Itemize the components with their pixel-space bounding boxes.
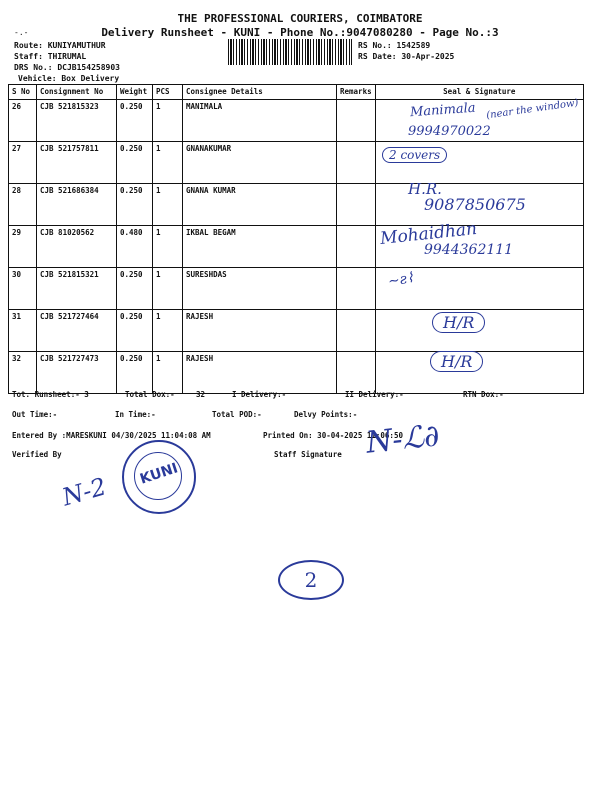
drs-number: DRS No.: DCJB154258903 bbox=[14, 63, 120, 72]
cell-consignee: RAJESH bbox=[183, 352, 337, 394]
cell-consignee: GNANA KUMAR bbox=[183, 184, 337, 226]
vehicle: Vehicle: Box Delivery bbox=[18, 74, 120, 83]
ii-delivery: II Delivery:- bbox=[345, 390, 404, 399]
verified-by: Verified By bbox=[12, 450, 62, 459]
cell-consignment: CJB 521727464 bbox=[37, 310, 117, 352]
runsheet-title: Delivery Runsheet - KUNI - Phone No.:9047080280 - Page No.:3 bbox=[101, 26, 499, 39]
hw-near-window: (near the window) bbox=[485, 97, 580, 122]
cell-sno: 28 bbox=[9, 184, 37, 226]
cell-weight: 0.250 bbox=[117, 142, 153, 184]
cell-remarks bbox=[337, 268, 376, 310]
cell-consignee: GNANAKUMAR bbox=[183, 142, 337, 184]
stamp-text: KUNI bbox=[138, 460, 180, 488]
runsheet-table bbox=[8, 84, 584, 394]
hw-mohaidhan: Mohaidhan bbox=[379, 218, 478, 250]
cell-pcs: 1 bbox=[153, 226, 183, 268]
cell-weight: 0.250 bbox=[117, 268, 153, 310]
entered-by: Entered By :MARESKUNI 04/30/2025 11:04:08 AM bbox=[12, 431, 211, 440]
staff: Staff: THIRUMAL bbox=[14, 52, 87, 61]
cell-sno: 27 bbox=[9, 142, 37, 184]
cell-consignment: CJB 521815323 bbox=[37, 100, 117, 142]
page-mark: 2 bbox=[278, 560, 344, 600]
col-consignment: Consignment No bbox=[37, 85, 117, 100]
cell-pcs: 1 bbox=[153, 268, 183, 310]
hw-phone-26: 9994970022 bbox=[408, 124, 491, 139]
cell-sno: 32 bbox=[9, 352, 37, 394]
table-row bbox=[9, 310, 584, 352]
cell-consignment: CJB 81020562 bbox=[37, 226, 117, 268]
cell-consignment: CJB 521815321 bbox=[37, 268, 117, 310]
cell-remarks bbox=[337, 226, 376, 268]
hw-hr-31: H/R bbox=[432, 312, 485, 333]
cell-consignee: SURESHDAS bbox=[183, 268, 337, 310]
cell-weight: 0.480 bbox=[117, 226, 153, 268]
cell-pcs: 1 bbox=[153, 100, 183, 142]
cell-sno: 30 bbox=[9, 268, 37, 310]
table-row bbox=[9, 100, 584, 142]
cell-remarks bbox=[337, 352, 376, 394]
company-name: THE PROFESSIONAL COURIERS, COIMBATORE bbox=[177, 12, 423, 25]
rtn-dox: RTN Dox:- bbox=[463, 390, 504, 399]
cell-sno: 26 bbox=[9, 100, 37, 142]
cell-remarks bbox=[337, 310, 376, 352]
cell-consignment: CJB 521727473 bbox=[37, 352, 117, 394]
cell-weight: 0.250 bbox=[117, 310, 153, 352]
col-remarks: Remarks bbox=[337, 85, 376, 100]
cell-consignment: CJB 521686384 bbox=[37, 184, 117, 226]
cell-consignee: RAJESH bbox=[183, 310, 337, 352]
i-delivery: I Delivery:- bbox=[232, 390, 287, 399]
cell-consignee: MANIMALA bbox=[183, 100, 337, 142]
hw-phone-28: 9087850675 bbox=[424, 195, 526, 214]
staff-signature-scribble: N-ℒ∂ bbox=[364, 418, 442, 461]
out-time: Out Time:- bbox=[12, 410, 58, 419]
verifier-signature-scribble: N-2 bbox=[59, 472, 110, 512]
hw-hr-28: H.R. bbox=[408, 180, 442, 198]
cell-sno: 29 bbox=[9, 226, 37, 268]
total-dox-label: Total Dox:- bbox=[125, 390, 175, 399]
table-row bbox=[9, 352, 584, 394]
tot-runsheet: Tot. Runsheet:- 3 bbox=[12, 390, 89, 399]
barcode bbox=[228, 39, 352, 65]
cell-weight: 0.250 bbox=[117, 352, 153, 394]
kuni-stamp bbox=[122, 440, 196, 514]
cell-weight: 0.250 bbox=[117, 100, 153, 142]
col-consignee: Consignee Details bbox=[183, 85, 337, 100]
cell-consignee: IKBAL BEGAM bbox=[183, 226, 337, 268]
cell-weight: 0.250 bbox=[117, 184, 153, 226]
table-header bbox=[9, 85, 584, 100]
hw-scribble-30: ~ƨ⌇ bbox=[386, 269, 415, 291]
total-dox-value: 32 bbox=[196, 390, 206, 399]
rs-date: RS Date: 30-Apr-2025 bbox=[358, 52, 455, 61]
rs-number: RS No.: 1542589 bbox=[358, 41, 431, 50]
printed-on: Printed On: 30-04-2025 11:06:50 bbox=[263, 431, 403, 440]
cell-remarks bbox=[337, 100, 376, 142]
cell-remarks bbox=[337, 142, 376, 184]
col-sno: S No bbox=[9, 85, 37, 100]
corner-mark: -.- bbox=[14, 28, 29, 37]
staff-signature: Staff Signature bbox=[274, 450, 342, 459]
hw-hr-32: H/R bbox=[430, 351, 483, 372]
hw-covers: 2 covers bbox=[382, 147, 447, 163]
hw-phone-29: 9944362111 bbox=[424, 242, 514, 258]
hw-manimala: Manimala bbox=[409, 100, 477, 121]
cell-sno: 31 bbox=[9, 310, 37, 352]
cell-consignment: CJB 521757811 bbox=[37, 142, 117, 184]
delvy-points: Delvy Points:- bbox=[294, 410, 358, 419]
cell-pcs: 1 bbox=[153, 310, 183, 352]
route: Route: KUNIYAMUTHUR bbox=[14, 41, 106, 50]
cell-pcs: 1 bbox=[153, 142, 183, 184]
col-weight: Weight bbox=[117, 85, 153, 100]
cell-pcs: 1 bbox=[153, 352, 183, 394]
in-time: In Time:- bbox=[115, 410, 156, 419]
cell-pcs: 1 bbox=[153, 184, 183, 226]
table-row bbox=[9, 142, 584, 184]
cell-remarks bbox=[337, 184, 376, 226]
total-pod: Total POD:- bbox=[212, 410, 262, 419]
col-seal: Seal & Signature bbox=[375, 85, 583, 100]
col-pcs: PCS bbox=[153, 85, 183, 100]
table-row bbox=[9, 268, 584, 310]
